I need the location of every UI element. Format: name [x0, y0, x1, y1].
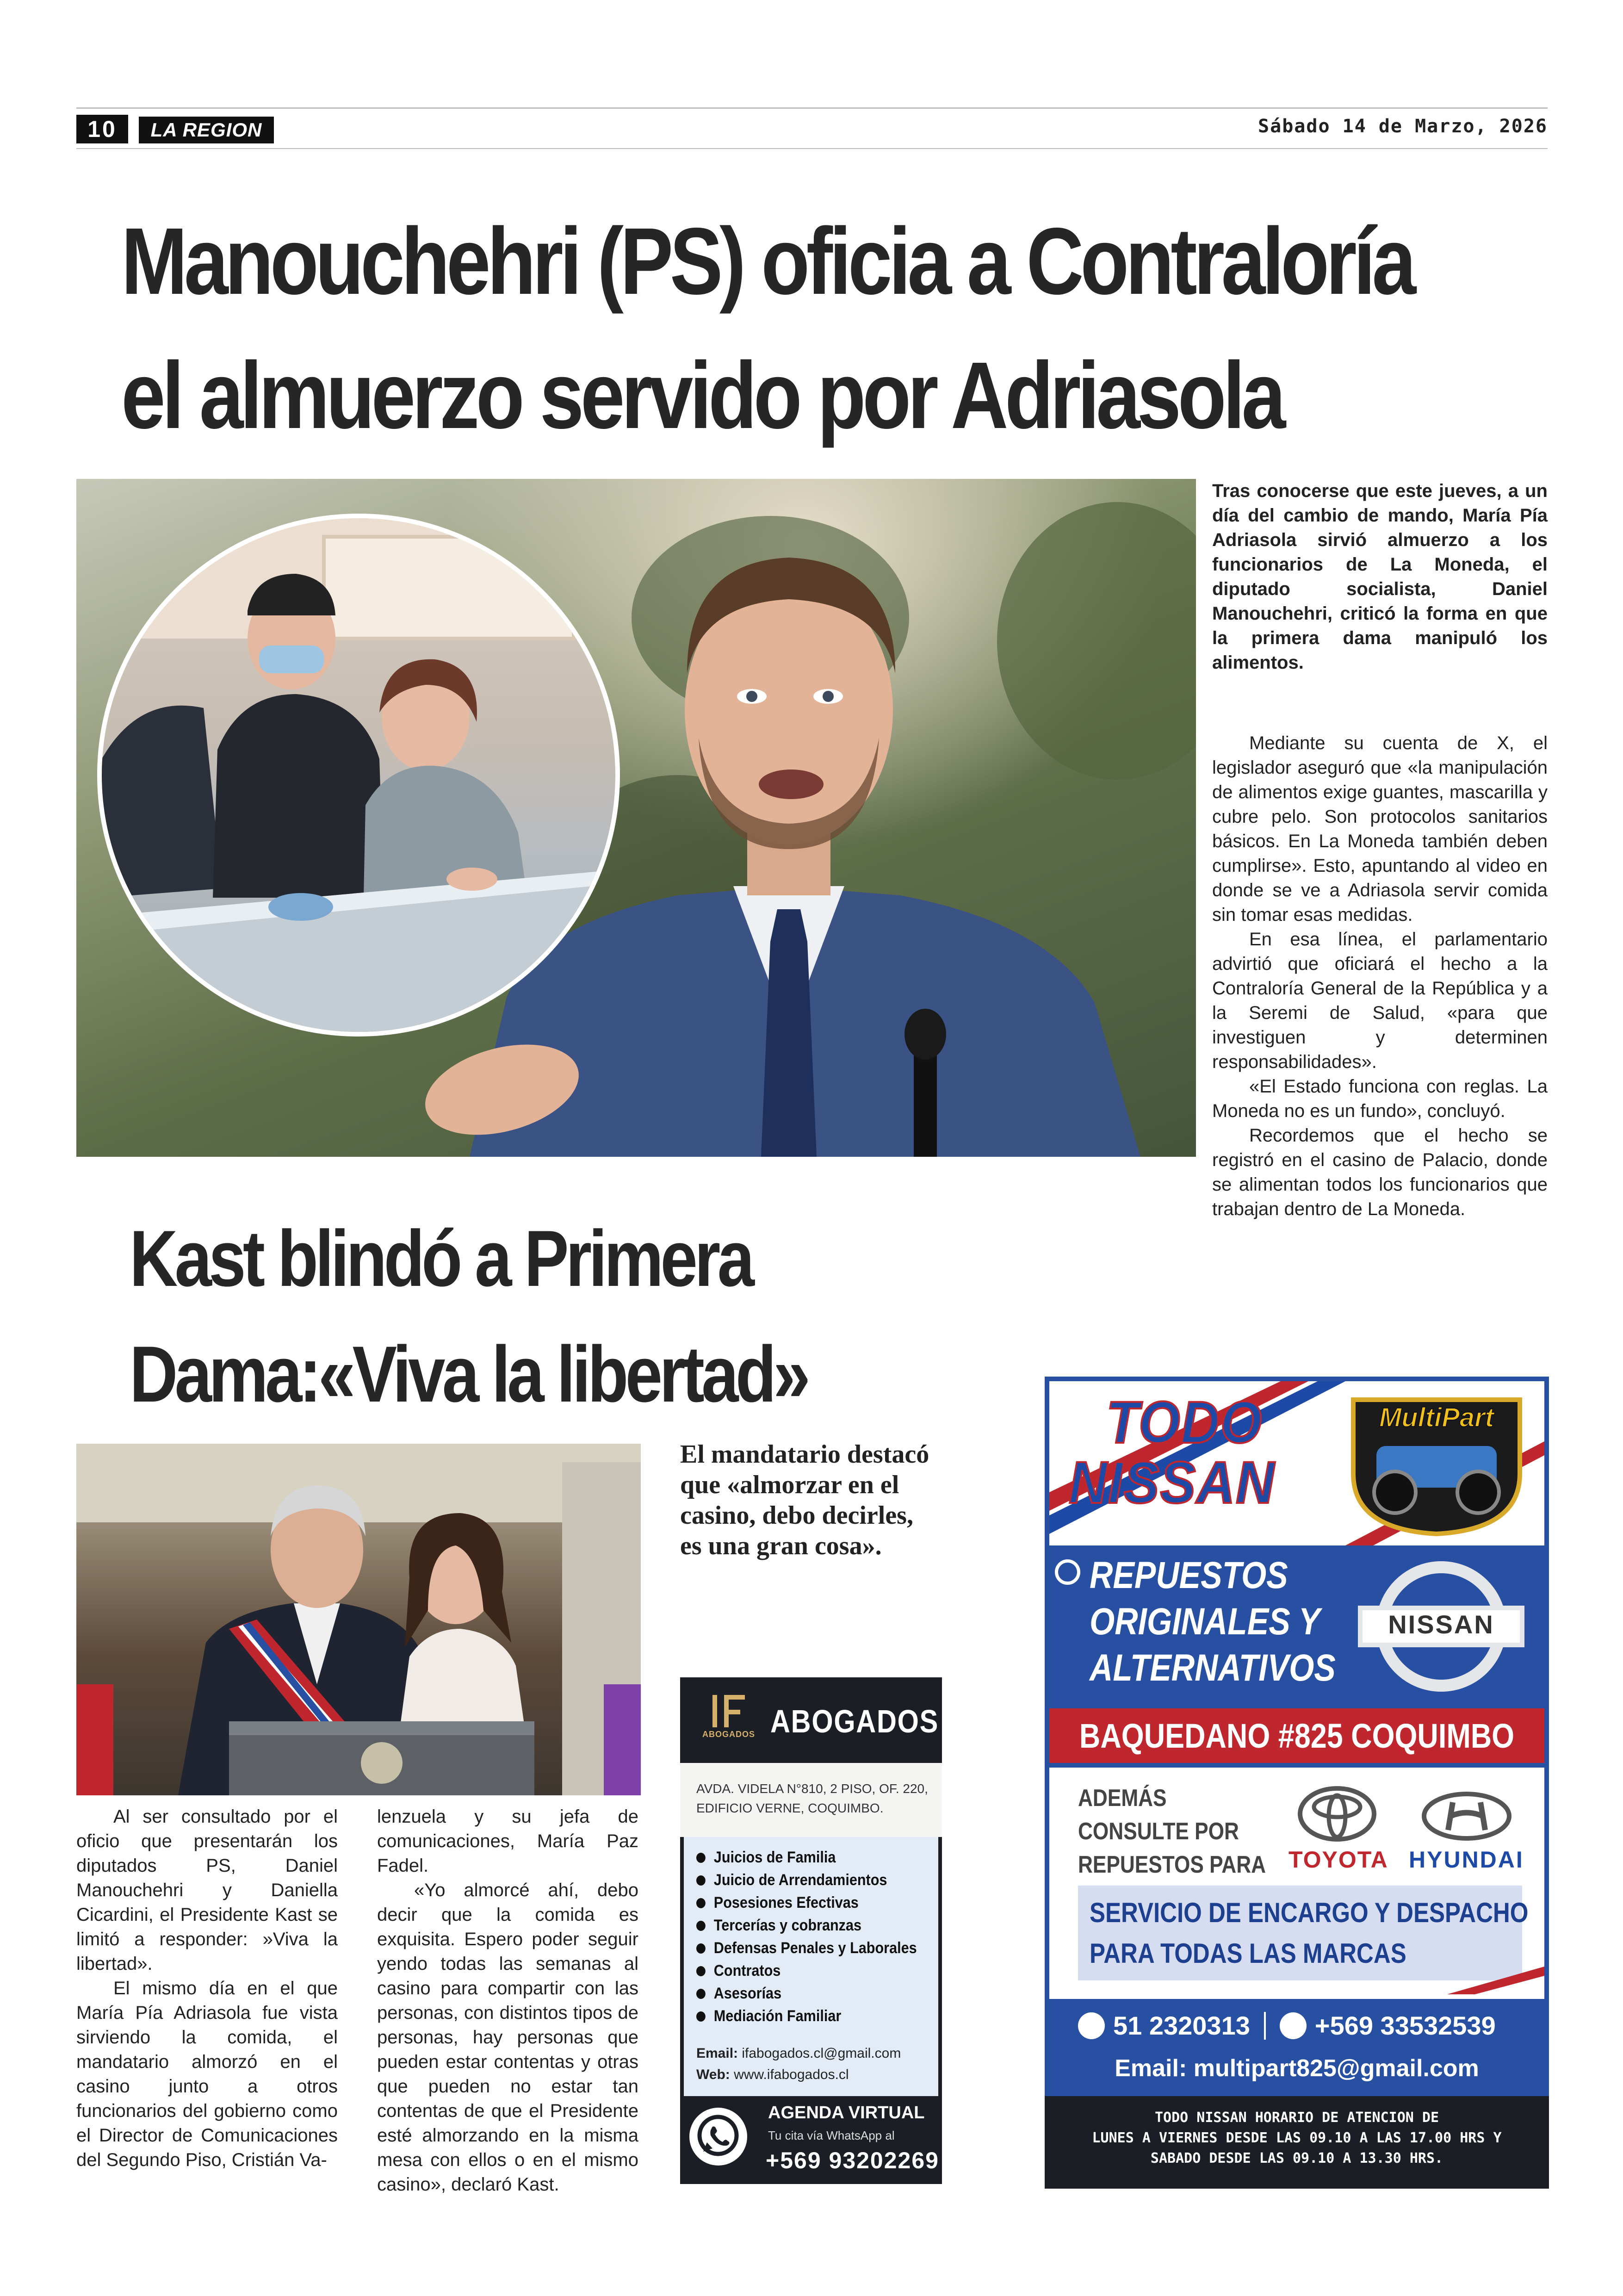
nissan-phone2[interactable]: +569 33532539	[1314, 2011, 1496, 2040]
inset-photo	[97, 514, 620, 1036]
ademas-text	[1078, 1781, 1266, 1881]
service-item: Asesorías	[696, 1982, 917, 2005]
toyota-word: TOYOTA	[1288, 1847, 1388, 1873]
main-headline-line1: Manouchehri (PS) oficia a Contraloría	[121, 208, 1413, 314]
second-headline	[130, 1201, 807, 1432]
repuestos-line: ORIGINALES Y	[1090, 1601, 1320, 1643]
article1-intro: Tras conocerse que este jueves, a un día del cambio de mando, María Pía Adriasola sirvió almuerzo a los funcionarios de La Moneda, el diputado socialista, Daniel Manouchehri, criticó la forma en que la primera dama manipuló los alimentos.	[1212, 481, 1548, 673]
article1-paragraph: En esa línea, el parlamentario advirtió que oficiará el hecho a la Contraloría General de la República y a la Seremi de Salud, «para que investiguen y determinen responsabilidades».	[1212, 929, 1548, 1072]
servicio-line: SERVICIO DE ENCARGO Y DESPACHO	[1090, 1897, 1529, 1928]
abogados-phone[interactable]: +569 93202269	[766, 2147, 939, 2173]
servicio-line: PARA TODAS LAS MARCAS	[1090, 1938, 1406, 1969]
repuestos-line: ALTERNATIVOS	[1090, 1647, 1336, 1689]
nissan-logo-word: NISSAN	[1388, 1610, 1494, 1639]
multipart-label: MultiPart	[1379, 1402, 1494, 1433]
servicio-text	[1090, 1893, 1528, 1974]
ademas-line: REPUESTOS PARA	[1078, 1851, 1266, 1878]
hyundai-logo-icon	[1420, 1791, 1513, 1842]
article1-paragraph: Mediante su cuenta de X, el legislador aseguró que «la manipulación de alimentos exige guantes, mascarilla y cubre pelo. Son protocolos sanitarios básicos. En La Moneda también deben cumplirse». Esto, apuntando al video en donde se ve a Adriasola servir comida sin tomar esas medidas.	[1212, 733, 1548, 925]
abogados-email[interactable]: ifabogados.cl@gmail.com	[742, 2046, 901, 2061]
kast-photo	[76, 1444, 641, 1795]
tu-cita-label: Tu cita vía WhatsApp al	[768, 2128, 895, 2142]
article1-paragraph: «El Estado funciona con reglas. La Moneda no es un fundo», concluyó.	[1212, 1076, 1548, 1121]
article2-paragraph: El mismo día en el que María Pía Adriasola fue vista sirviendo la comida, el mandatario almorzó en el casino junto a otros funcionarios del gobierno como el Director de Comunicaciones del Segundo Piso, Cristián Va-	[76, 1978, 338, 2170]
pull-quote: El mandatario destacó que «almorzar en el casino, debo decirles, es una gran cosa».	[680, 1440, 929, 1560]
article1-paragraph: Recordemos que el hecho se registró en el casino de Palacio, donde se alimentan todos los funcionarios que trabajan dentro de La Moneda.	[1212, 1125, 1548, 1219]
service-item: Defensas Penales y Laborales	[696, 1937, 917, 1960]
header-top-rule	[76, 107, 1548, 109]
abogados-web[interactable]: www.ifabogados.cl	[734, 2067, 849, 2082]
abogados-title: ABOGADOS	[770, 1703, 939, 1739]
whatsapp-icon	[1280, 2012, 1307, 2039]
service-item: Mediación Familiar	[696, 2005, 917, 2028]
service-item: Posesiones Efectivas	[696, 1892, 917, 1914]
abogados-address	[696, 1779, 937, 1818]
issue-date: Sábado 14 de Marzo, 2026	[1258, 116, 1548, 137]
hyundai-word: HYUNDAI	[1409, 1847, 1524, 1873]
article1-body	[1212, 731, 1548, 1222]
todo-nissan-title	[1069, 1390, 1276, 1516]
gear-icon	[1055, 1559, 1080, 1585]
main-headline-line2: el almuerzo servido por Adriasola	[121, 342, 1282, 448]
inset-photo-illustration	[102, 518, 615, 1032]
nissan-address: BAQUEDANO #825 COQUIMBO	[1079, 1716, 1515, 1755]
service-item: Tercerías y cobranzas	[696, 1914, 917, 1937]
abogados-address-line: AVDA. VIDELA N°810, 2 PISO, OF. 220,	[696, 1781, 928, 1796]
nissan-phones	[1078, 2011, 1496, 2041]
second-headline-line2: Dama:«Viva la libertad»	[130, 1330, 807, 1419]
web-label: Web:	[696, 2067, 730, 2082]
article2-column1	[76, 1805, 338, 2172]
whatsapp-icon	[689, 2108, 747, 2166]
abogados-contact	[696, 2043, 901, 2085]
nissan-stripe-decoration	[1049, 1967, 1544, 1994]
article2-paragraph-continued: lenzuela y su jefa de comunicaciones, María Paz Fadel.	[377, 1806, 638, 1876]
kast-photo-illustration	[76, 1444, 641, 1795]
email-label: Email:	[696, 2046, 738, 2061]
main-headline	[121, 194, 1413, 463]
service-item: Juicio de Arrendamientos	[696, 1869, 917, 1892]
second-headline-line1: Kast blindó a Primera	[130, 1214, 752, 1303]
ademas-line: ADEMÁS	[1078, 1785, 1167, 1812]
abogados-logo-sub: ABOGADOS	[702, 1730, 755, 1739]
header-bottom-rule	[76, 148, 1548, 149]
newspaper-logo: LA REGION	[139, 117, 274, 143]
todo-nissan-line1: TODO	[1106, 1390, 1263, 1456]
page-number: 10	[76, 115, 128, 143]
toyota-logo-icon	[1295, 1784, 1379, 1844]
article2-column2	[377, 1805, 638, 2197]
ademas-line: CONSULTE POR	[1078, 1818, 1239, 1845]
nissan-email[interactable]: Email: multipart825@gmail.com	[1115, 2055, 1479, 2082]
abogados-services-list	[696, 1846, 917, 2028]
article2-paragraph: «Yo almorcé ahí, debo decir que la comida es exquisita. Espero poder seguir yendo todas las semanas al casino para compartir con las personas, con distintos tipos de personas, hay personas que pueden estar contentas y otras que pueden no estar tan contentas de que el Presidente esté almorzando en la misma mesa con ellos o en el mismo casino», declaró Kast.	[377, 1880, 638, 2195]
phones-separator	[1264, 2012, 1266, 2040]
agenda-virtual-label: AGENDA VIRTUAL	[768, 2103, 925, 2122]
repuestos-text	[1090, 1552, 1336, 1691]
todo-nissan-line2: NISSAN	[1069, 1450, 1276, 1516]
article2-paragraph: Al ser consultado por el oficio que presentarán los diputados PS, Daniel Manouchehri y Daniella Cicardini, el Presidente Kast se limitó a responder: »Viva la libertad».	[76, 1806, 338, 1974]
repuestos-line: REPUESTOS	[1090, 1554, 1288, 1596]
service-item: Contratos	[696, 1960, 917, 1982]
phone-icon	[1078, 2012, 1105, 2039]
nissan-hours: TODO NISSAN HORARIO DE ATENCION DE LUNES A VIERNES DESDE LAS 09.10 A LAS 17.00 HRS Y SABADO DESDE LAS 09.10 A 13.30 HRS.	[1092, 2110, 1502, 2166]
abogados-address-line: EDIFICIO VERNE, COQUIMBO.	[696, 1801, 884, 1815]
nissan-phone1[interactable]: 51 2320313	[1113, 2011, 1250, 2040]
service-item: Juicios de Familia	[696, 1846, 917, 1869]
